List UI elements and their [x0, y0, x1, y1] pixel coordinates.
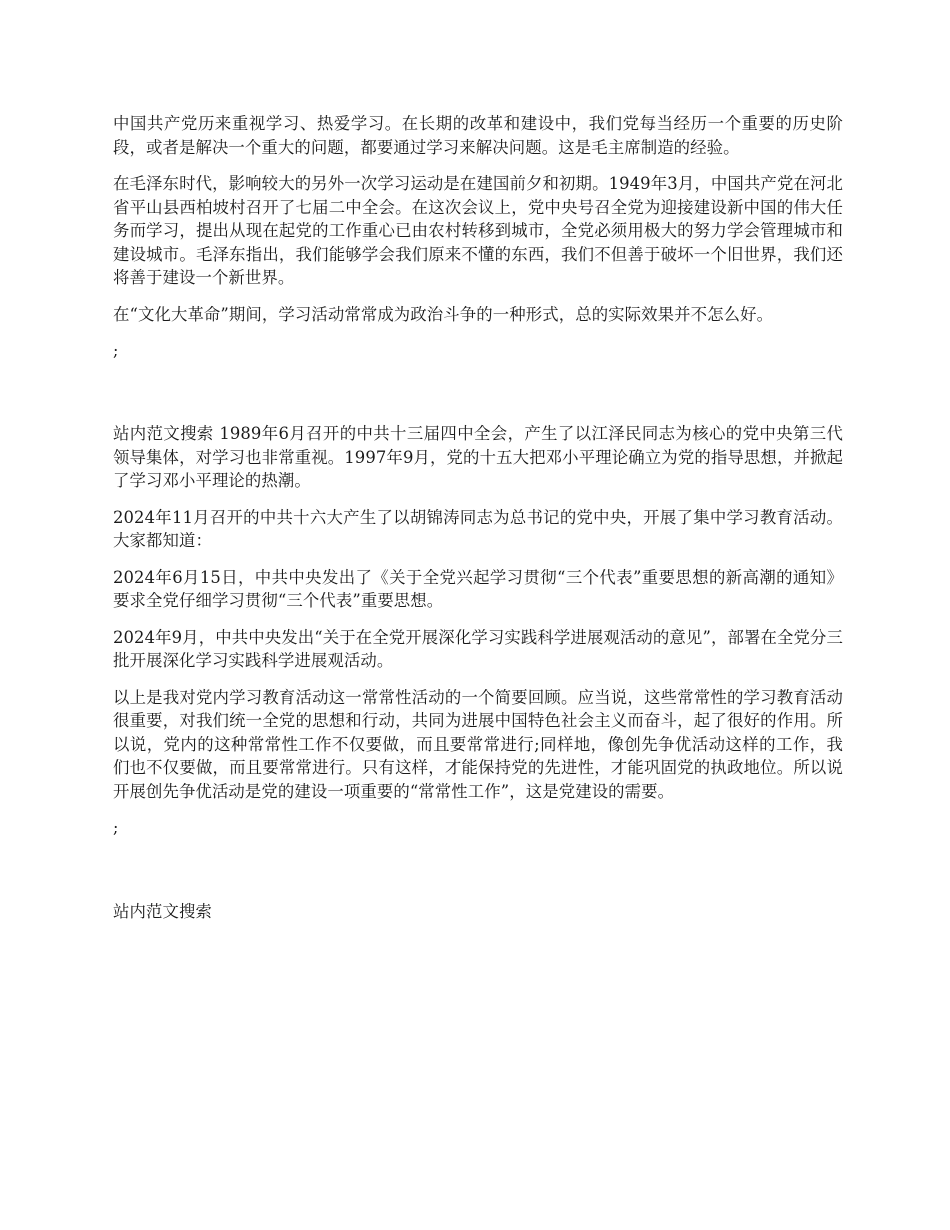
paragraph-mao-era-learning: 在毛泽东时代，影响较大的另外一次学习运动是在建国前夕和初期。1949年3月，中国共产党在河北省平山县西柏坡村召开了七届二中全会。在这次会议上，党中央号召全党为迎接建设新中国的伟大任务而学习，提出从现在起党的工作重心已由农村转移到城市，全党必须用极大的努力学会管理城市和建设城市。毛泽东指出，我们能够学会我们原来不懂的东西，我们不但善于破坏一个旧世界，我们还将善于建设一个新世界。 — [113, 174, 843, 287]
document-page — [113, 112, 843, 937]
separator-semicolon: ; — [113, 341, 119, 360]
separator — [113, 339, 843, 422]
paragraph-sixteenth-congress: 2024年11月召开的中共十六大产生了以胡锦涛同志为总书记的党中央，开展了集中学习教育活动。大家都知道： — [113, 507, 843, 550]
paragraph-third-generation-leadership: 站内范文搜索 1989年6月召开的中共十三届四中全会，产生了以江泽民同志为核心的党中央第三代领导集体，对学习也非常重视。1997年9月，党的十五大把邓小平理论确立为党的指导思想，并掀起了学习邓小平理论的热潮。 — [113, 424, 843, 490]
paragraph-september-opinion: 2024年9月，中共中央发出“关于在全党开展深化学习实践科学进展观活动的意见”，部署在全党分三批开展深化学习实践科学进展观活动。 — [113, 627, 843, 670]
site-search-text: 站内范文搜索 — [113, 902, 212, 921]
separator — [113, 816, 843, 900]
separator-semicolon: ; — [113, 818, 119, 837]
paragraph-june-notice: 2024年6月15日，中共中央发出了《关于全党兴起学习贯彻“三个代表”重要思想的新高潮的通知》要求全党仔细学习贯彻“三个代表”重要思想。 — [113, 567, 843, 610]
paragraph-summary-review: 以上是我对党内学习教育活动这一常常性活动的一个简要回顾。应当说，这些常常性的学习教育活动很重要，对我们统一全党的思想和行动，共同为进展中国特色社会主义而奋斗，起了很好的作用。所以说，党内的这种常常性工作不仅要做，而且要常常进行;同样地，像创先争优活动这样的工作，我们也不仅要做，而且要常常进行。只有这样，才能保持党的先进性，才能巩固党的执政地位。所以说开展创先争优活动是党的建设一项重要的“常常性工作”，这是党建设的需要。 — [113, 687, 843, 801]
paragraph-party-learning-tradition: 中国共产党历来重视学习、热爱学习。在长期的改革和建设中，我们党每当经历一个重要的历史阶段，或者是解决一个重大的问题，都要通过学习来解决问题。这是毛主席制造的经验。 — [113, 114, 843, 157]
paragraph-cultural-revolution: 在“文化大革命”期间，学习活动常常成为政治斗争的一种形式，总的实际效果并不怎么好。 — [113, 304, 774, 324]
